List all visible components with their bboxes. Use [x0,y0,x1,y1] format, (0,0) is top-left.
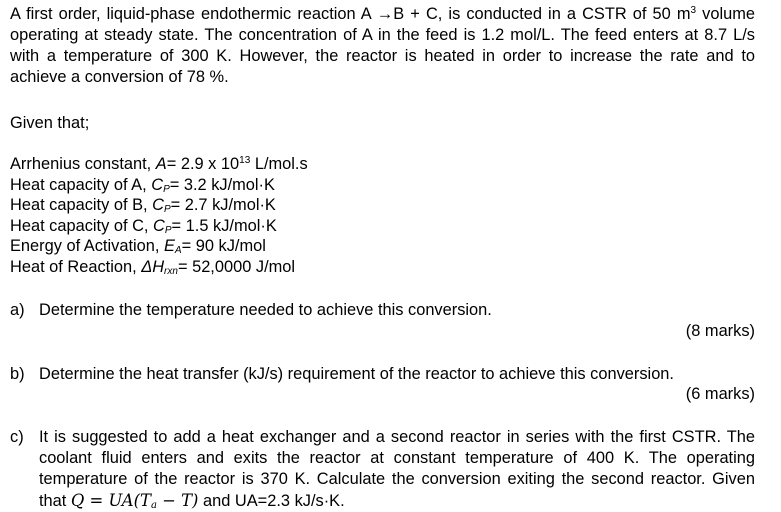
question-letter: a) [10,301,25,319]
equation-body: = UA(T [84,491,151,510]
param-subscript: P [164,224,172,236]
cubic-superscript: 3 [690,5,697,16]
heat-rate-symbol: ˙ Q [71,490,84,511]
marks-b: (6 marks) [685,385,755,403]
param-exponent: 13 [239,155,251,166]
param-symbol: E [163,237,175,256]
question-c [10,427,755,512]
param-subscript: P [163,204,171,216]
param-symbol: C [151,175,164,194]
given-heading: Given that; [10,114,90,132]
equation-subscript: a [150,500,157,511]
param-value: = 90 kJ/mol [181,237,266,256]
given-parameters [10,154,308,278]
question-text: Determine the temperature needed to achieve this conversion. [39,301,492,319]
marks-a: (8 marks) [685,322,755,340]
question-c-text: It is suggested to add a heat exchanger and a second reactor in series with the first CSTR. The coolant fluid enters and exits the reactor at constant temperature of 400 K. The operating temperature of the reactor is 370 K. Calculate the conversion exiting the second reactor. Given that [39,428,755,510]
param-label: Arrhenius constant, [10,155,156,173]
intro-text-1: A first order, liquid-phase endothermic reaction A [10,5,377,23]
param-value: = 2.7 kJ/mol·K [170,196,276,215]
question-text [39,427,755,512]
intro-text-3: volume operating at steady state. The concentration of A in the feed is 1.2 mol/L. The feed enters at 8.7 L/s with a temperature of 300 K. However, the reactor is heated in order to increase the rate and to achieve a conversion of 78 %. [10,5,755,86]
param-arrhenius [10,154,308,175]
param-value: = 1.5 kJ/mol·K [171,216,277,235]
param-heat-of-reaction [10,257,308,278]
param-subscript: A [174,245,182,257]
param-activation-energy [10,236,308,257]
question-letter: b) [10,365,25,383]
param-unit: L/mol.s [250,155,308,173]
param-subscript: rxn [164,265,178,277]
param-subscript: P [163,183,170,195]
param-cp-a [10,175,308,196]
param-symbol: ΔH [141,257,165,276]
param-label: Heat of Reaction, [10,257,142,276]
problem-statement [10,4,755,88]
equation-end: − T) [156,491,199,510]
question-c-tail: and UA=2.3 kJ/s·K. [198,492,345,510]
param-value: = 52,0000 J/mol [177,257,296,276]
param-label: Heat capacity of A, [10,175,152,194]
param-label: Heat capacity of B, [10,196,153,215]
reaction-arrow: → [376,5,394,23]
param-symbol: A [155,155,167,173]
param-label: Heat capacity of C, [10,216,154,235]
question-b [10,364,755,385]
param-cp-c [10,216,308,237]
question-letter: c) [10,428,24,446]
intro-text-2: B + C, is conducted in a CSTR of 50 m [393,5,691,23]
param-symbol: C [152,196,164,215]
param-value: = 3.2 kJ/mol·K [169,175,275,194]
question-a [10,300,755,321]
param-cp-b [10,195,308,216]
param-label: Energy of Activation, [10,237,164,256]
param-value: = 2.9 x 10 [166,155,240,173]
param-symbol: C [153,216,165,235]
question-text: Determine the heat transfer (kJ/s) requirement of the reactor to achieve this conversion. [39,365,674,383]
